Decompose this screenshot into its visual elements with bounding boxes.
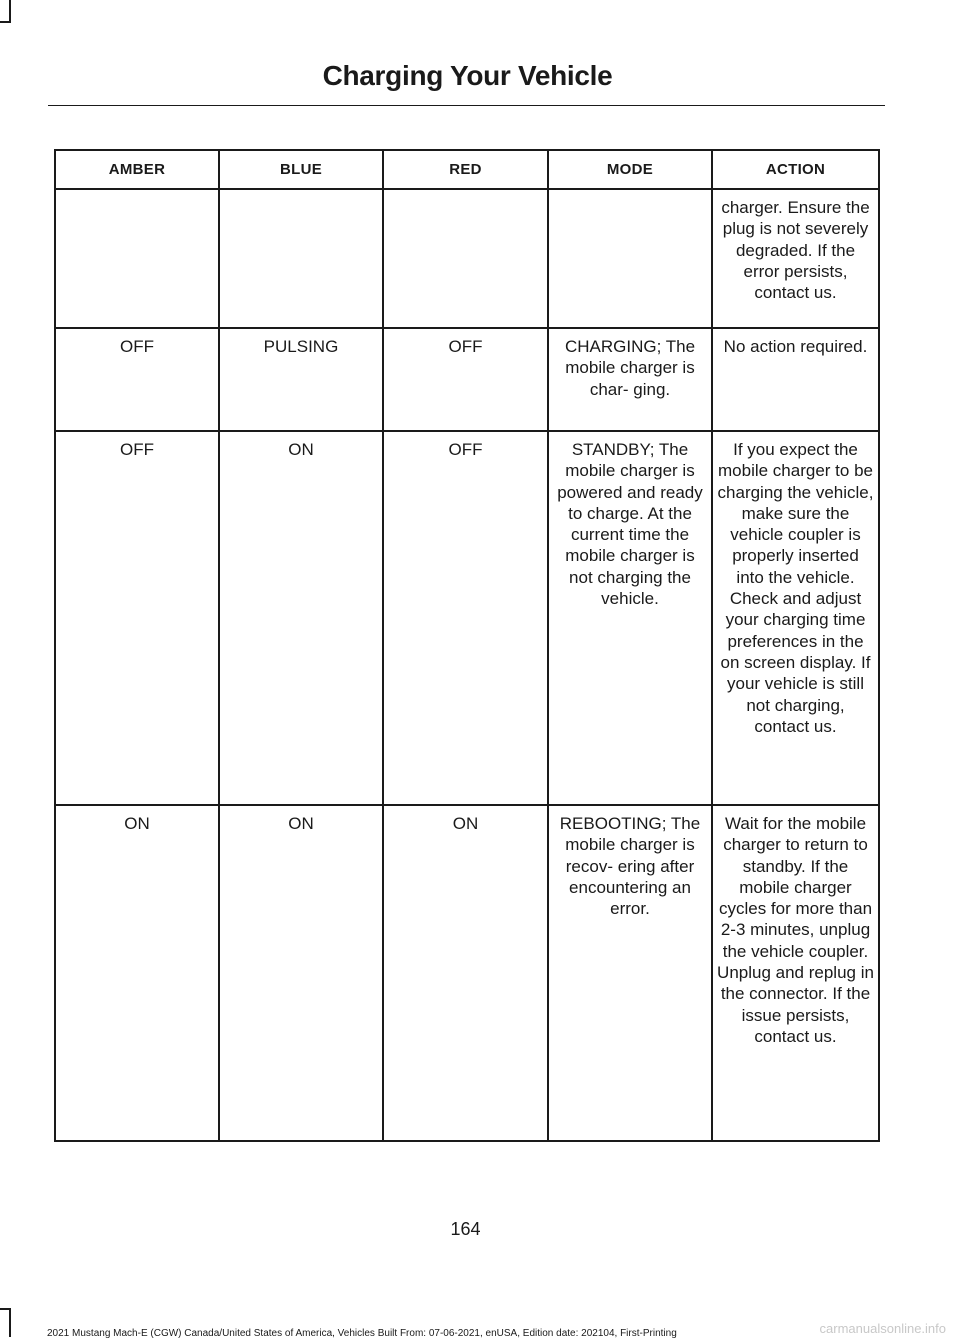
cell-mode: REBOOTING; The mobile charger is recov- ering after encountering an error. — [548, 805, 712, 1141]
table-header-row — [55, 150, 879, 189]
crop-mark — [9, 1308, 11, 1337]
table-row — [55, 189, 879, 328]
page-number: 164 — [450, 1219, 481, 1239]
title-divider — [48, 105, 885, 106]
column-header-amber: AMBER — [55, 150, 219, 189]
cell-amber: OFF — [55, 328, 219, 431]
cell-red: ON — [383, 805, 548, 1141]
cell-action: If you expect the mobile charger to be charging the vehicle, make sure the vehicle coupler is properly inserted into the vehicle. Check and adjust your charging time preferences in the on screen display. If your vehicle is still not charging, contact us. — [712, 431, 879, 805]
cell-mode: CHARGING; The mobile charger is char- ging. — [548, 328, 712, 431]
cell-action: charger. Ensure the plug is not severely degraded. If the error persists, contact us. — [712, 189, 879, 328]
crop-mark — [0, 21, 11, 23]
table-row — [55, 328, 879, 431]
column-header-red: RED — [383, 150, 548, 189]
table-row — [55, 805, 879, 1141]
crop-mark — [0, 1308, 11, 1310]
table-row — [55, 431, 879, 805]
cell-red — [383, 189, 548, 328]
cell-mode: STANDBY; The mobile charger is powered and ready to charge. At the current time the mobile charger is not charging the vehicle. — [548, 431, 712, 805]
page-title: Charging Your Vehicle — [322, 60, 613, 91]
cell-amber: OFF — [55, 431, 219, 805]
edition-footer: 2021 Mustang Mach-E (CGW) Canada/United States of America, Vehicles Built From: 07-06-2021, enUSA, Edition date: 202104, First-Printing — [47, 1328, 677, 1339]
cell-blue: ON — [219, 805, 383, 1141]
cell-mode — [548, 189, 712, 328]
cell-amber — [55, 189, 219, 328]
cell-action: No action required. — [712, 328, 879, 431]
cell-blue: PULSING — [219, 328, 383, 431]
cell-action: Wait for the mobile charger to return to standby. If the mobile charger cycles for more than 2-3 minutes, unplug the vehicle coupler. Unplug and replug in the connector. If the issue persists, contact us. — [712, 805, 879, 1141]
column-header-blue: BLUE — [219, 150, 383, 189]
cell-red: OFF — [383, 431, 548, 805]
cell-blue — [219, 189, 383, 328]
column-header-mode: MODE — [548, 150, 712, 189]
crop-mark — [9, 0, 11, 22]
column-header-action: ACTION — [712, 150, 879, 189]
watermark-logo: carmanualsonline.info — [819, 1321, 946, 1336]
charger-status-table — [54, 149, 880, 1142]
cell-red: OFF — [383, 328, 548, 431]
cell-amber: ON — [55, 805, 219, 1141]
cell-blue: ON — [219, 431, 383, 805]
